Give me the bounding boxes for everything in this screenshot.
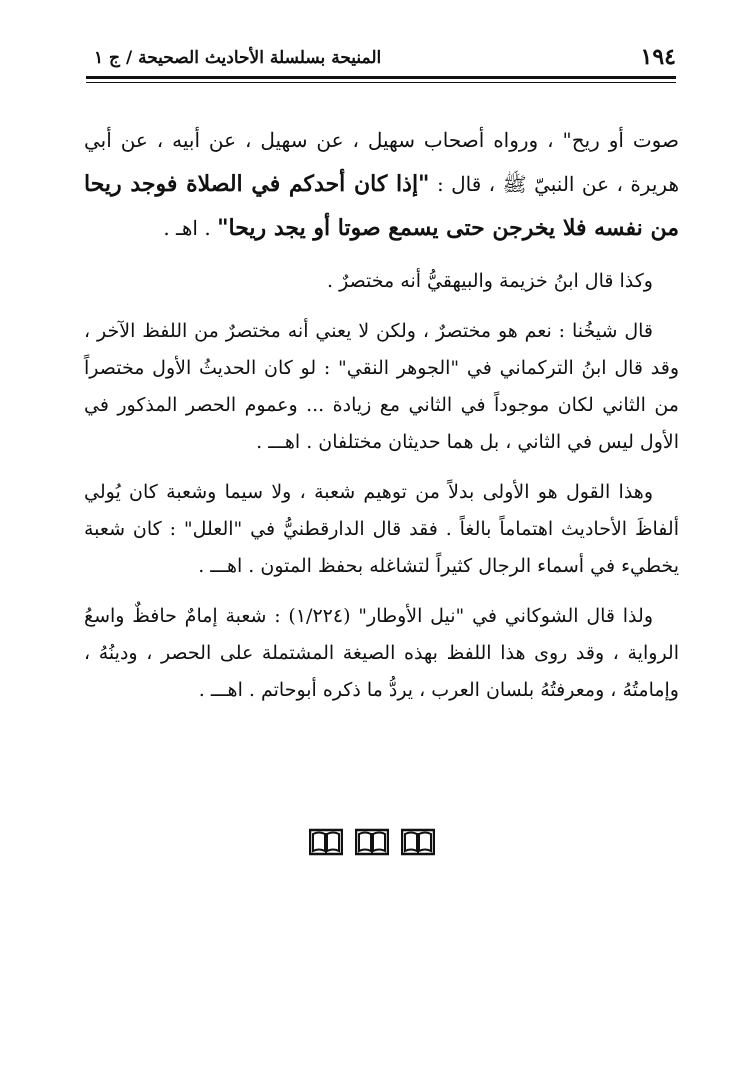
paragraph-ibn-khuzaymah: وكذا قال ابنُ خزيمة والبيهقيُّ أنه مختصرٌ . — [327, 270, 653, 292]
header-rule-thick — [86, 76, 676, 79]
header-rule-thin — [86, 82, 676, 83]
page-header — [86, 42, 676, 76]
paragraph-shaykh: قال شيخُنا : نعم هو مختصرٌ ، ولكن لا يعني أنه مختصرٌ من اللفظ الآخر ، وقد قال ابنُ التركماني في "الجوهر النقي" : لو كان الحديثُ الأول مختصراً من الثاني لكان موجوداً في الثاني مع زيادة ... وعموم الحصر المذكور في الأول ليس في الثاني ، بل هما حديثان مختلفان . اهـــ . — [84, 320, 679, 453]
open-book-icon — [309, 828, 343, 856]
paragraph-hadith — [84, 118, 679, 250]
hadith-intro: صوت أو ريح" ، ورواه أصحاب سهيل ، عن سهيل ، عن أبيه ، عن أبي هريرة ، عن النبيّ ﷺ ، قال : — [84, 128, 679, 196]
paragraph-shawkani: ولذا قال الشوكاني في "نيل الأوطار" (١/٢٢٤) : شعبة إمامٌ حافظٌ واسعُ الرواية ، وقد روى هذا اللفظ بهذه الصيغة المشتملة على الحصر ، ودينُهُ ، وإمامتُهُ ، ومعرفتُهُ بلسان العرب ، يردُّ ما ذكره أبوحاتم . اهـــ . — [84, 605, 679, 701]
hadith-end: . اهـ . — [163, 216, 218, 240]
hadith-text: "إذا كان أحدكم في الصلاة فوجد ريحا من نفسه فلا يخرجن حتى يسمع صوتا أو يجد ريحا" — [84, 171, 679, 241]
section-ornaments — [0, 828, 744, 868]
running-title: المنيحة بسلسلة الأحاديث الصحيحة / ج ١ — [94, 48, 382, 68]
open-book-icon — [401, 828, 435, 856]
page-body — [84, 118, 679, 709]
paragraph-shubah: وهذا القول هو الأولى بدلاً من توهيم شعبة ، ولا سيما وشعبة كان يُولي ألفاظَ الأحاديث اهتماماً بالغاً . فقد قال الدارقطنيُّ في "العلل" : كان شعبة يخطيء في أسماء الرجال كثيراً لتشاغله بحفظ المتون . اهـــ . — [84, 481, 679, 577]
page-number: ١٩٤ — [640, 44, 676, 70]
open-book-icon — [355, 828, 389, 856]
